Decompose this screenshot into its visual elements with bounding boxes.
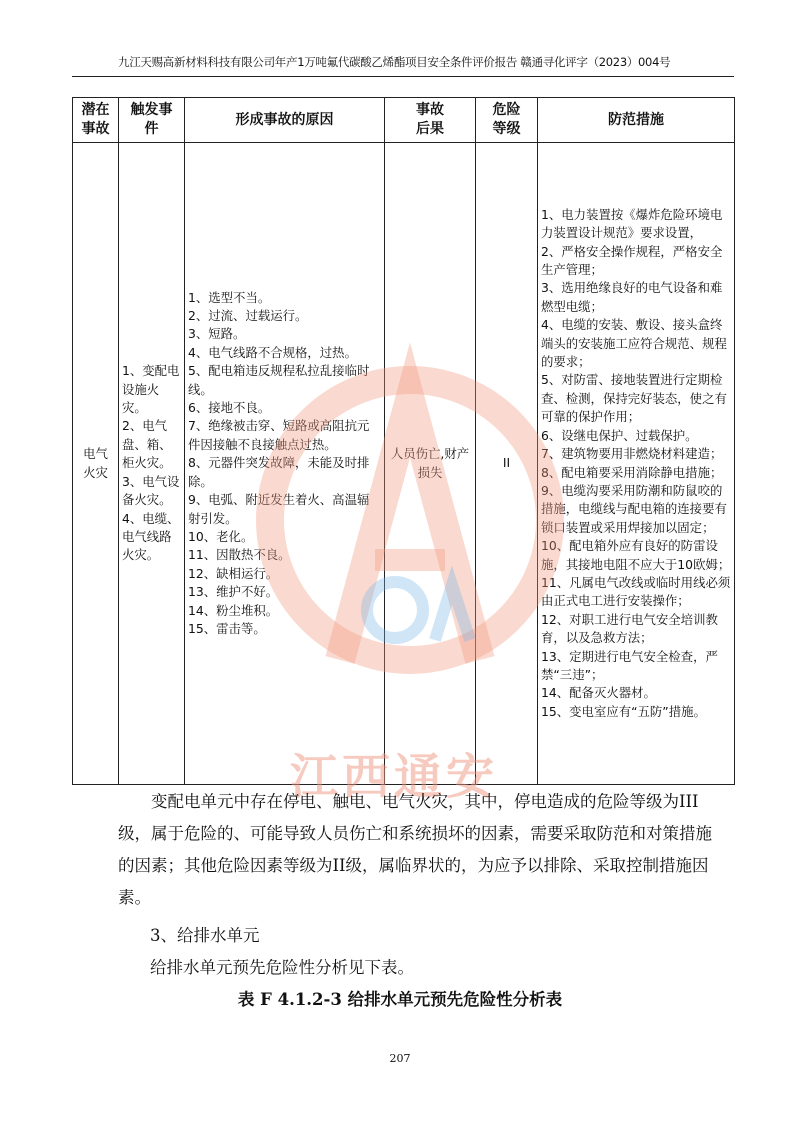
trigger-item: 4、电缆、电气线路火灾。 [122,510,180,563]
table-header-row [73,98,735,143]
measure-item: 4、电缆的安装、敷设、接头盒终端头的安装施工应符合规范、规程的要求； [541,317,727,370]
measure-item: 13、定期进行电气安全检查，严禁“三违”； [541,648,718,682]
measure-item: 6、设继电保护、过载保护。 [541,427,698,443]
section-heading-water-unit: 3、给排水单元 [150,926,260,945]
cause-item: 5、配电箱违反规程私拉乱接临时线。 [188,363,370,397]
cause-item: 6、接地不良。 [188,400,271,416]
cause-item: 13、维护不好。 [188,584,279,600]
cause-item: 9、电弧、附近发生着火、高温辐射引发。 [188,492,370,526]
col-header-consequence: 事故 后果 [385,98,476,143]
measures-cell [538,143,735,785]
watermark-text: 江西通安 [290,749,499,805]
measure-item: 14、配备灭火器材。 [541,685,656,701]
cause-item: 2、过流、过载运行。 [188,308,308,324]
measure-item: 7、建筑物要用非燃烧材料建造； [541,446,723,462]
measure-item: 3、选用绝缘良好的电气设备和难燃型电缆； [541,280,723,314]
measure-item: 15、变电室应有“五防”措施。 [541,703,706,719]
trigger-cell [119,143,185,785]
cause-item: 14、粉尘堆积。 [188,602,279,618]
trigger-item: 3、电气设备火灾。 [122,473,180,508]
col-header-trigger: 触发事 件 [119,98,185,143]
cause-item: 12、缺相运行。 [188,565,279,581]
page-number: 207 [389,1052,411,1065]
measure-item: 8、配电箱要采用消除静电措施； [541,464,723,480]
table-row [73,143,735,785]
cause-item: 4、电气线路不合规格，过热。 [188,344,357,360]
hazard-analysis-table [72,97,735,785]
trigger-item: 2、电气盘、箱、柜火灾。 [122,418,172,471]
measure-item: 5、对防雷、接地装置进行定期检查、检测，保持完好装态，使之有可靠的保护作用； [541,372,727,425]
paragraph-substation-summary: 变配电单元中存在停电、触电、电气火灾，其中，停电造成的危险等级为III级，属于危险的、可能导致人员伤亡和系统损坏的因素，需要采取防范和对策措施的因素；其他危险因素等级为II级，属临界状的，为应予以排除、采取控制措施因素。 [118,792,712,907]
col-header-measures: 防范措施 [538,98,735,143]
measure-item: 12、对职工进行电气安全培训教育，以及急救方法； [541,611,718,646]
table-caption: 表 F 4.1.2-3 给排水单元预先危险性分析表 [237,990,563,1009]
page-header: 九江天赐高新材料科技有限公司年产1万吨氟代碳酸乙烯酯项目安全条件评价报告 赣通寻化评字（2023）004号 [118,55,671,69]
measure-item: 2、严格安全操作规程，严格安全生产管理； [541,243,723,278]
level-cell: II [476,143,538,785]
cause-item: 15、雷击等。 [188,620,266,636]
measure-item: 11、凡属电气改线或临时用线必须由正式电工进行安装操作； [541,574,731,609]
causes-cell [185,143,385,785]
col-header-accident: 潜在 事故 [73,98,119,143]
trigger-item: 1、变配电设施火灾。 [122,363,180,416]
cause-item: 7、绝缘被击穿、短路或高阻抗元件因接触不良接触点过热。 [188,418,370,452]
cause-item: 1、选型不当。 [188,289,271,305]
cause-item: 3、短路。 [188,326,246,342]
paragraph-water-unit-intro: 给排水单元预先危险性分析见下表。 [150,958,414,977]
cause-item: 8、元器件突发故障，未能及时排除。 [188,455,370,489]
accident-cell: 电气 火灾 [73,143,119,785]
col-header-causes: 形成事故的原因 [185,98,385,143]
col-header-level: 危险 等级 [476,98,538,143]
header-rule [72,76,734,77]
consequence-cell: 人员伤亡,财产损失 [385,143,476,785]
measure-item: 9、电缆沟要采用防潮和防鼠咬的措施，电缆线与配电箱的连接要有锁口装置或采用焊接加以固定； [541,482,727,535]
cause-item: 11、因散热不良。 [188,547,291,563]
measure-item: 10、配电箱外应有良好的防雷设施，其接地电阻不应大于10欧姆； [541,538,731,572]
cause-item: 10、老化。 [188,528,254,544]
measure-item: 1、电力装置按《爆炸危险环境电力装置设计规范》要求设置， [541,206,723,241]
